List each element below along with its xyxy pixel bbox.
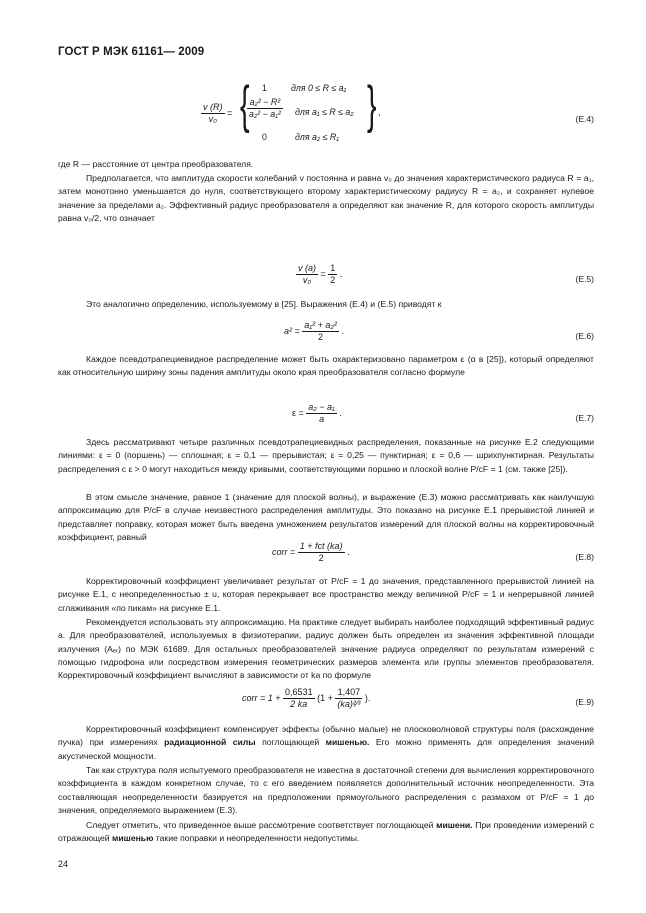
e6-fraction — [302, 320, 339, 343]
e4-case3-condition: для a₂ ≤ R₁ — [295, 132, 340, 142]
e9-numerator-1: 0,6531 — [285, 687, 313, 697]
p9-text-a: Корректировочный коэффициент компенсирует эффекты (обычно малые) не плосковолновой структуры поля (расхождение пучка) при измерениях — [58, 724, 594, 748]
e8-lhs: corr = — [272, 546, 296, 557]
e6-tail: . — [341, 325, 344, 336]
e5-rhs-fraction — [328, 263, 337, 286]
p11-text-e: такие поправки и неопределенности недопустимы. — [153, 833, 360, 844]
paragraph-7: Корректировочный коэффициент увеличивает результат от P/cF = 1 до значения, представленного прерывистой линией на рисунке E.1, с неопределенностью ± u, которая перекрывает все пространство между величиной P/cF = 1 и непрерывной линией сглаживания «по пикам» на рисунке E.1. — [58, 576, 594, 613]
e9-middle: (1 + — [317, 692, 333, 703]
e4-case2-condition: для a₁ ≤ R ≤ a₂ — [295, 107, 354, 117]
e6-number: (E.6) — [575, 331, 594, 341]
e4-case2-denominator: a₂² − a₁² — [249, 109, 281, 119]
e7-lhs: ε = — [292, 407, 304, 418]
e4-right-brace: } — [367, 76, 377, 134]
e4-case1-condition: для 0 ≤ R ≤ a₁ — [291, 83, 347, 93]
e7-fraction — [306, 402, 337, 425]
e8-tail: . — [347, 546, 350, 557]
paragraph-3: Это аналогично определению, используемому в [25]. Выражения (E.4) и (E.5) приводят к — [86, 299, 442, 309]
e8-numerator: 1 + fct (ka) — [299, 541, 343, 551]
paragraph-11 — [58, 819, 594, 846]
e4-case1-value: 1 — [262, 83, 267, 93]
e9-fraction-2 — [335, 687, 362, 710]
paragraph-10: Так как структура поля испытуемого преобразователя не известна в достаточной степени для вычисления корректировочного коэффициента в каждом конкретном случае, то с его введением появляется дополнительный источник неопределенности. Эта составляющая неопределенности базируется на предположении прямоугольного распределения с размахом от P/cF = 1 до значения, определяемого выражением (E.3). — [58, 765, 594, 815]
e6-denominator: 2 — [318, 332, 324, 342]
e9-fraction-1 — [283, 687, 315, 710]
page-number: 24 — [58, 859, 69, 869]
document-header: ГОСТ Р МЭК 61161— 2009 — [58, 46, 205, 58]
p11-text-c: При проведении измерений с отражающей — [58, 820, 594, 844]
e4-lhs-fraction — [201, 102, 225, 125]
e4-case3-value: 0 — [262, 132, 267, 142]
e4-equals: = — [227, 107, 233, 118]
e8-number: (E.8) — [575, 552, 594, 562]
e7-numerator: a₂ − a₁ — [308, 402, 335, 412]
e9-tail: ). — [364, 692, 371, 703]
e9-denominator-1: 2 ka — [290, 699, 308, 709]
e4-tail: , — [378, 107, 381, 117]
e9-denominator-2: (ka)²⁄³ — [337, 699, 361, 709]
e5-denominator: v₀ — [302, 275, 312, 285]
e9-lhs: corr = 1 + — [242, 692, 281, 703]
e4-lhs-numerator: v (R) — [203, 102, 223, 112]
e7-tail: . — [339, 407, 342, 418]
e8-denominator: 2 — [318, 553, 324, 563]
e4-lhs-denominator: v₀ — [208, 114, 217, 124]
e5-tail: . — [339, 268, 343, 279]
e5-number: (E.5) — [575, 274, 594, 284]
e4-case2-numerator: a₂² − R² — [247, 97, 283, 109]
paragraph-5: Здесь рассматривают четыре различных псевдотрапециевидных распределения, показанные на рисунке E.2 следующими линиями: ε = 0 (поршень) — сплошная; ε = 0,1 — прерывистая; ε = 0,25 — пунктирная; ε = 0,6 — шрихпунктирная. Результаты распределения с ε > 0 могут находиться между кривыми, соответствующими поршню и плоской волне P/cF = 1 (см. также [25]). — [58, 437, 594, 474]
e5-rhs-denominator: 2 — [330, 275, 336, 285]
e4-number: (E.4) — [575, 114, 594, 124]
p11-bold-target: мишени. — [436, 820, 473, 830]
p11-text-a: Следует отметить, что приведенное выше рассмотрение соответствует поглощающей — [86, 820, 437, 830]
e4-case2-fraction — [247, 97, 283, 120]
e5-equals: = — [320, 268, 326, 279]
e4-left-brace: { — [240, 76, 250, 134]
e5-lhs-fraction — [296, 263, 318, 286]
p9-bold-target: мишенью. — [325, 737, 370, 748]
paragraph-6: В этом смысле значение, равное 1 (значение для плоской волны), и выражение (E.3) можно рассматривать как наилучшую аппроксимацию для P/cF в случае неизвестного распределения амплитуды. Это показано на рисунке E.1 прерывистой линией и представляет поправку, которая может быть введена умножением результатов измерений для плоской волны на корректировочный коэффициент, равный — [58, 492, 594, 542]
e6-numerator: a₁² + a₂² — [304, 320, 337, 330]
paragraph-2: Предполагается, что амплитуда скорости колебаний v постоянна и равна v₀ до значения характеристического радиуса R = a₁, затем монотонно уменьшается до нуля, соответствующего второму характеристическому радиусу R = a₂, и сохраняет нулевое значение за пределами a₂. Эффективный радиус преобразователя a определяют как значение R, для которого скорость амплитуды равна v₀/2, что означает — [58, 173, 594, 223]
p9-bold-radiation-force: радиационной силы — [164, 737, 256, 748]
e6-lhs: a² = — [284, 325, 300, 336]
paragraph-4: Каждое псевдотрапециевидное распределение может быть охарактеризовано параметром ε (α в [25]), который определяют как относительную ширину зоны падения амплитуды около края преобразователя согласно формуле — [58, 354, 594, 378]
e8-fraction — [298, 541, 345, 564]
p9-text-c: поглощающей — [255, 737, 326, 748]
p9-text-e: Его можно применять для определения значений акустической мощности. — [58, 737, 594, 761]
e9-numerator-2: 1,407 — [335, 687, 362, 699]
paragraph-8: Рекомендуется использовать эту аппроксимацию. На практике следует выбирать наиболее подходящий эффективный радиус a. Для преобразователей, используемых в физиотерапии, радиус должен быть определен из значения эффективной площади излучения (Aₑᵣ) по МЭК 61689. Для остальных преобразователей значение радиуса определяют по результатам измерений с помощью гидрофона или посредством измерения геометрических размеров элемента или группы элементов преобразователя. Корректировочный коэффициент вычисляют в зависимости от ka по формуле — [58, 617, 594, 681]
e7-denominator: a — [319, 414, 325, 424]
e7-number: (E.7) — [575, 413, 594, 423]
e9-number: (E.9) — [575, 697, 594, 707]
p11-bold-target-2: мишенью — [112, 833, 154, 844]
paragraph-1: где R — расстояние от центра преобразователя. — [58, 159, 254, 169]
e5-numerator: v (a) — [298, 263, 316, 273]
paragraph-9 — [58, 723, 594, 763]
e5-rhs-numerator: 1 — [330, 263, 336, 273]
